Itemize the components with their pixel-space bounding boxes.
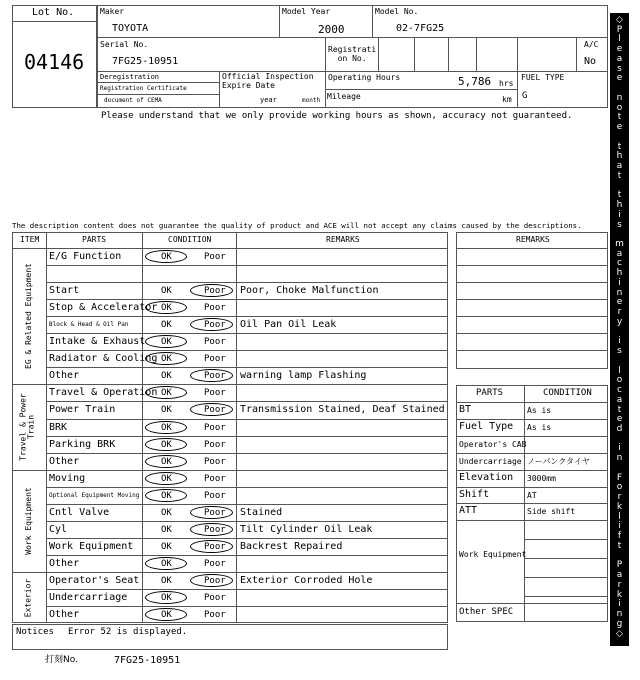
banner-letter: i [618,443,621,454]
ok-option: OK [161,354,172,365]
right-spec-line [456,470,608,471]
banner-letter: k [616,501,623,512]
ac-value: No [584,56,597,67]
poor-option: Poor [204,405,226,416]
part-name: BRK [49,421,68,433]
part-name: Start [49,285,80,297]
maker-label: Maker [100,7,125,16]
spec-part: ATT [459,505,478,517]
mileage-label: Mileage [327,92,361,101]
banner-letter: r [617,579,622,590]
right-remarks-line [456,350,608,351]
banner-letter: o [616,102,623,113]
banner-letter: i [618,599,621,610]
disclaimer: The description content does not guarantee the quality of product and ACE will not accept any claims caused by the descriptions. [12,221,582,230]
right-parts-header: PARTS [476,388,504,398]
row-line [46,555,448,556]
dereg-label: Deregistration [100,73,160,81]
row-line [46,589,448,590]
banner-letter: n [616,609,623,620]
banner-letter: P [616,24,623,35]
poor-option: Poor [204,371,226,382]
part-name: Other [49,557,80,569]
banner-letter: h [616,151,623,162]
poor-option: Poor [204,286,226,297]
ok-option: OK [161,252,172,262]
spec-condition: 3000mm [527,473,556,483]
poor-option: Poor [204,610,226,621]
serial-label: Serial No. [100,40,149,49]
serial-value: 7FG25-10951 [112,56,179,67]
right-spec-line [524,539,608,540]
group-line [12,384,448,385]
poor-option: Poor [204,541,226,552]
spec-part: Fuel Type [459,420,514,432]
row-line [46,265,448,266]
work-equipment-label: Work Equipment [459,550,527,560]
poor-option: Poor [204,558,226,569]
group-line [12,572,448,573]
part-name: Moving [49,472,86,484]
col-parts-header: PARTS [82,235,107,244]
right-condition-header: CONDITION [543,388,592,398]
part-name: Cntl Valve [49,506,110,518]
banner-letter: i [618,209,621,220]
right-spec-line [456,453,608,454]
banner-letter: ◇ [616,15,623,25]
right-remarks-line [456,265,608,266]
banner-letter: n [616,92,623,103]
ok-option: OK [161,286,172,297]
poor-option: Poor [204,303,226,314]
poor-selected-circle [190,506,233,519]
right-spec-line [456,503,608,504]
poor-option: Poor [204,490,226,501]
location-banner [610,13,629,646]
poor-option: Poor [204,320,226,331]
ok-selected-circle [145,608,187,621]
banner-letter: k [616,589,623,600]
ok-option: OK [161,303,172,314]
banner-letter: a [616,394,623,405]
registration-label: Registrati on No. [328,45,377,64]
ok-option: OK [161,320,172,331]
row-line [46,333,448,334]
fuel-type-label: FUEL TYPE [521,73,565,82]
ok-option: OK [161,558,172,569]
col-condition-header: CONDITION [168,235,212,244]
ok-option: OK [161,422,172,433]
main-col-line [46,232,47,623]
part-name: Work Equipment [49,540,134,552]
remark-text: Oil Pan Oil Leak [240,319,337,331]
ok-option: OK [161,337,172,348]
dereg-line-1 [97,82,219,83]
part-name: Operator's Seat [49,574,140,586]
ok-option: OK [161,439,172,450]
ok-option: OK [161,524,172,535]
maker-value: TOYOTA [112,23,149,34]
row-line [46,487,448,488]
spec-condition: AT [527,490,537,500]
ok-option: OK [161,610,172,621]
ok-selected-circle [145,455,187,468]
row-line [46,436,448,437]
banner-letter: t [617,170,622,181]
stamp-label: 打刻No. [45,655,78,665]
right-spec-line [524,596,608,597]
row-line [46,538,448,539]
row-line [46,401,448,402]
banner-letter: d [616,424,623,434]
row-line [46,521,448,522]
right-remarks-line [456,299,608,300]
banner-letter: r [617,492,622,503]
banner-letter: e [616,414,623,425]
header-row-line-2 [97,71,608,72]
banner-letter: a [616,53,623,64]
part-name: Other [49,609,80,621]
hours-note: Please understand that we only provide working hours as shown, accuracy not guaranteed. [101,111,573,121]
right-remarks-line [456,333,608,334]
banner-letter: h [616,200,623,211]
poor-option: Poor [204,593,226,603]
header-col-line-5 [414,37,415,71]
lot-label: Lot No. [32,7,75,18]
ok-option: OK [161,593,172,603]
year-label: year [260,96,277,104]
spec-condition: As is [527,406,552,415]
ok-selected-circle [145,557,187,570]
month-label: month [302,97,321,104]
banner-letter: m [615,238,624,249]
poor-option: Poor [204,439,226,450]
row-line [46,419,448,420]
header-col-line-10 [219,71,220,108]
ok-option: OK [161,371,172,382]
ok-option: OK [161,490,172,501]
banner-letter: i [618,521,621,532]
lot-divider [12,21,97,22]
remark-text: Tilt Cylinder Oil Leak [240,523,373,535]
group-line [12,470,448,471]
ok-selected-circle [145,489,187,502]
spec-condition: As is [527,422,552,432]
poor-option: Poor [204,456,226,467]
header-col-line-6 [448,37,449,71]
banner-letter: P [616,560,623,571]
banner-letter: o [616,375,623,386]
ok-option: OK [161,456,172,467]
ok-selected-circle [145,421,187,434]
header-row-line-1 [97,37,608,38]
remark-text: Poor, Choke Malfunction [240,285,379,297]
banner-letter: o [616,482,623,493]
banner-letter: t [617,540,622,551]
banner-letter: a [616,570,623,581]
main-col-line [236,232,237,623]
model-year-value: 2000 [318,23,345,36]
ok-option: OK [161,507,172,518]
banner-letter: a [616,248,623,259]
group-label: Exterior [23,578,33,617]
notices-label: Notices [16,627,54,637]
banner-letter: t [617,404,622,415]
other-spec-label: Other SPEC [459,607,514,617]
banner-letter: n [616,453,623,464]
part-name: Optional Equipment Moving [49,491,140,499]
right-remarks-line [456,248,608,249]
ok-selected-circle [145,472,187,485]
group-label [20,384,38,469]
ok-option: OK [161,388,172,399]
ok-option: OK [161,541,172,552]
header-col-line-3 [325,37,326,108]
row-line [46,367,448,368]
banner-letter: c [617,258,622,269]
cema-label: document of CEMA [104,97,162,104]
right-spec-line [456,487,608,488]
banner-letter: f [617,531,622,542]
other-spec-line [456,603,608,604]
lot-number: 04146 [24,50,85,74]
right-spec-line [456,436,608,437]
spec-part: Operator's CAB [459,439,527,449]
stamp-value: 7FG25-10951 [114,655,181,666]
banner-letter: y [616,316,623,327]
header-col-line-8 [517,37,518,108]
row-line [46,299,448,300]
right-spec-line [456,419,608,420]
notices-value: Error 52 is displayed. [68,627,188,637]
right-remarks-frame [456,232,608,369]
header-col-line-4 [378,37,379,71]
right-spec-head-line [456,402,608,403]
banner-letter: l [618,34,621,45]
model-year-label: Model Year [282,7,331,16]
banner-letter: e [616,73,623,84]
fuel-type-value: G [522,91,528,101]
dereg-cert-label: Registration Certificate [100,85,187,92]
part-name: Parking BRK [49,438,116,450]
poor-selected-circle [190,540,233,553]
banner-letter: i [618,336,621,347]
right-remarks-header: REMARKS [516,235,550,244]
row-line [46,350,448,351]
row-line [46,316,448,317]
row-line [46,504,448,505]
spec-part: Undercarriage [459,456,522,466]
header-col-line-2 [372,5,373,37]
model-no-value: 02-7FG25 [396,23,445,34]
poor-option: Poor [204,524,226,535]
right-spec-line [524,558,608,559]
col-remarks-header: REMARKS [326,235,360,244]
banner-letter: t [617,190,622,201]
banner-letter: a [616,161,623,172]
banner-letter: l [618,365,621,376]
banner-letter: c [617,385,622,396]
poor-option: Poor [204,575,226,586]
banner-letter: i [618,277,621,288]
inspection-label: Official Inspection Expire Date [222,72,314,90]
banner-letter: t [617,112,622,123]
poor-option: Poor [204,507,226,518]
poor-option: Poor [204,422,226,433]
banner-letter: n [616,287,623,298]
ok-selected-circle [145,591,187,604]
col-item-header: ITEM [20,235,40,244]
banner-letter: g [616,618,623,629]
spec-condition: Side shift [527,507,576,517]
banner-letter: e [616,122,623,133]
ok-option: OK [161,405,172,416]
poor-selected-circle [190,284,233,297]
main-col-line [142,232,143,623]
spec-part: BT [459,404,472,415]
part-name: Other [49,370,80,382]
right-remarks-line [456,282,608,283]
remark-text: warning lamp Flashing [240,370,367,382]
dereg-line-2 [97,94,219,95]
header-col-line-1 [279,5,280,37]
banner-letter: t [617,141,622,152]
ok-option: OK [161,473,172,484]
remark-text: Stained [240,506,283,518]
part-name: Radiator & Cooling [49,353,158,365]
part-name: Cyl [49,523,68,535]
banner-letter: h [616,268,623,279]
hrs-unit: hrs [499,79,514,88]
row-line [46,453,448,454]
banner-letter: s [617,219,622,230]
poor-option: Poor [204,354,226,365]
group-label-line: Travel & Power [19,393,28,461]
model-no-label: Model No. [375,7,419,16]
main-header-line [12,248,448,249]
poor-option: Poor [204,252,226,262]
banner-letter: F [616,472,623,483]
km-unit: km [502,95,512,104]
operating-hours-label: Operating Hours [328,73,401,82]
banner-letter: s [617,346,622,357]
poor-selected-circle [190,574,233,587]
part-name: Undercarriage [49,592,128,603]
poor-option: Poor [204,473,226,484]
group-label: EG & Related Equipment [24,263,34,370]
banner-letter: r [617,307,622,318]
right-spec-line [456,520,608,521]
header-col-line-7 [476,37,477,71]
part-name: Stop & Accelerator [49,302,158,314]
ok-option: OK [161,575,172,586]
ac-label: A/C [584,40,599,49]
group-label-line: Train [27,414,37,440]
banner-letter: e [616,297,623,308]
right-remarks-line [456,316,608,317]
operating-hours-divider [325,89,517,90]
poor-option: Poor [204,388,226,399]
part-name: Intake & Exhaust [49,336,146,348]
poor-option: Poor [204,337,226,348]
row-line [46,606,448,607]
part-name: E/G Function [49,251,122,262]
spec-condition: ノーパンクタイヤ [527,456,590,466]
spec-part: Shift [459,488,490,500]
header-col-line-9 [576,37,577,71]
remark-text: Exterior Corroded Hole [240,574,373,586]
ok-selected-circle [145,438,187,451]
right-spec-line [524,577,608,578]
ok-selected-circle [145,250,187,263]
banner-letter: ◇ [616,628,623,639]
poor-selected-circle [190,523,233,536]
banner-letter: e [616,44,623,55]
group-label: Work Equipment [24,487,34,555]
row-line [46,282,448,283]
banner-letter: s [617,63,622,74]
spec-part: Elevation [459,471,514,483]
part-name: Block & Head & Oil Pan [49,321,129,329]
part-name: Travel & Operation [49,387,158,399]
operating-hours-value: 5,786 [458,75,492,88]
part-name: Other [49,455,80,467]
part-name: Power Train [49,404,116,416]
remark-text: Transmission Stained, Deaf Stained [240,404,445,416]
remark-text: Backrest Repaired [240,540,343,552]
banner-letter: l [618,511,621,522]
